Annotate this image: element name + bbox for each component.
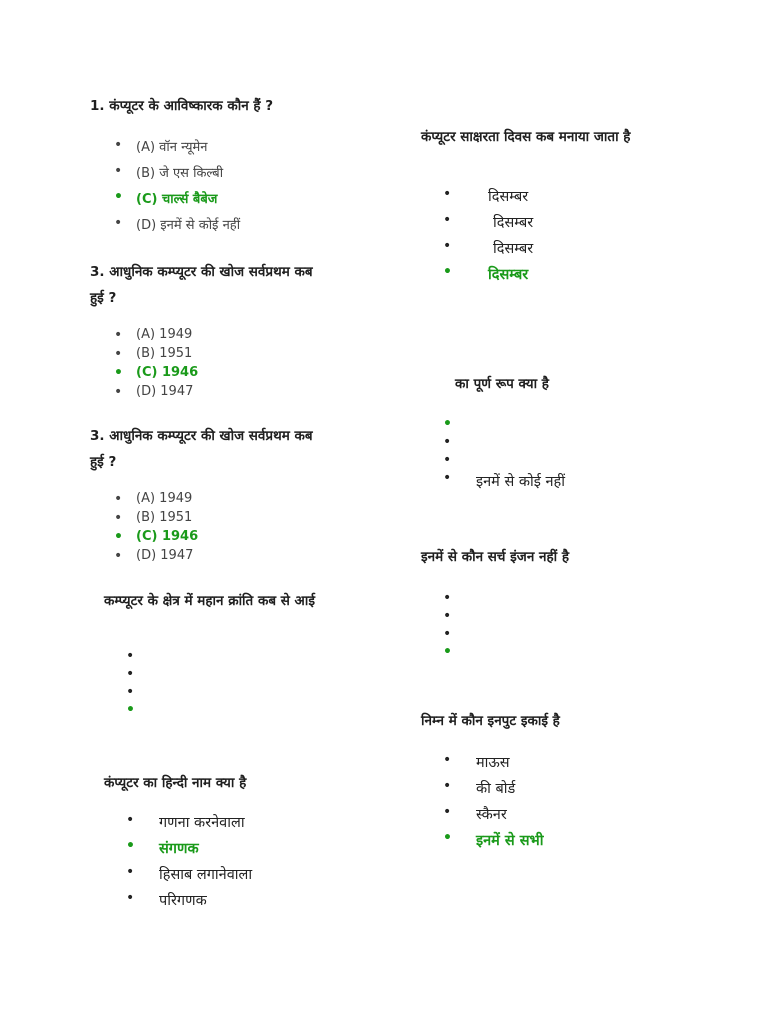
options-list — [443, 752, 721, 856]
option-a[interactable] — [126, 648, 394, 666]
question-title-line2: हुई ? — [90, 290, 117, 306]
bullet-icon: • — [443, 804, 452, 820]
option-b[interactable] — [126, 666, 394, 684]
bullet-icon: • — [443, 452, 452, 468]
bullet-icon: • — [126, 702, 135, 718]
bullet-icon: • — [114, 529, 123, 545]
question-title: कंप्यूटर का हिन्दी नाम क्या है — [104, 775, 247, 791]
bullet-icon: • — [114, 215, 123, 231]
options-list — [114, 327, 380, 403]
options-list — [443, 186, 721, 290]
question-title-line1: 3. आधुनिक कम्प्यूटर की खोज सर्वप्रथम कब — [90, 428, 313, 444]
bullet-icon: • — [443, 238, 452, 254]
option-d-correct[interactable] — [126, 702, 394, 720]
bullet-icon: • — [114, 189, 123, 205]
bullet-icon: • — [114, 548, 123, 564]
question-title: निम्न में कौन इनपुट इकाई है — [421, 713, 560, 729]
option-c[interactable] — [443, 626, 721, 644]
bullet-icon: • — [443, 608, 452, 624]
option-a[interactable]: • माऊस — [443, 752, 510, 771]
bullet-icon: • — [114, 384, 123, 400]
question-search-engine — [421, 544, 721, 662]
question-title: इनमें से कौन सर्च इंजन नहीं है — [421, 549, 570, 565]
option-a[interactable]: • (A) वॉन न्यूमेन — [114, 137, 208, 155]
option-a[interactable]: • गणना करनेवाला — [126, 812, 245, 831]
bullet-icon: • — [443, 264, 452, 280]
question-title: कम्प्यूटर के क्षेत्र में महान क्रांति कब से आई — [104, 593, 315, 609]
bullet-icon: • — [443, 778, 452, 794]
bullet-icon: • — [443, 470, 452, 486]
bullet-icon: • — [126, 666, 135, 682]
bullet-icon: • — [126, 864, 135, 880]
bullet-icon: • — [126, 648, 135, 664]
bullet-icon: • — [443, 626, 452, 642]
bullet-icon: • — [443, 186, 452, 202]
option-b[interactable]: • (B) जे एस किल्बी — [114, 163, 224, 181]
options-list — [126, 648, 394, 720]
option-b-correct[interactable]: • संगणक — [126, 838, 199, 857]
question-title: 1. कंप्यूटर के आविष्कारक कौन हैं ? — [90, 98, 274, 114]
question-first-modern-computer — [90, 259, 380, 403]
question-full-form — [455, 371, 735, 397]
bullet-icon: • — [443, 644, 452, 660]
option-b[interactable]: • (B) 1951 — [114, 346, 193, 362]
question-title-line2: हुई ? — [90, 454, 117, 470]
option-d[interactable]: • (D) इनमें से कोई नहीं — [114, 215, 241, 233]
options-list — [126, 812, 394, 916]
bullet-icon: • — [114, 346, 123, 362]
option-c-correct[interactable]: • (C) 1946 — [114, 365, 199, 381]
question-great-revolution — [104, 588, 394, 720]
option-c-correct[interactable]: • (C) 1946 — [114, 529, 199, 545]
option-d[interactable]: • (D) 1947 — [114, 384, 194, 400]
bullet-icon: • — [114, 137, 123, 153]
bullet-icon: • — [126, 838, 135, 854]
option-d-correct[interactable] — [443, 644, 721, 662]
option-c-correct[interactable]: • (C) चार्ल्स बैबेज — [114, 189, 218, 207]
option-c[interactable] — [126, 684, 394, 702]
bullet-icon: • — [443, 590, 452, 606]
option-c[interactable]: • दिसम्बर — [443, 238, 534, 257]
question-title-line1: 3. आधुनिक कम्प्यूटर की खोज सर्वप्रथम कब — [90, 264, 313, 280]
quiz-page: 1. कंप्यूटर के आविष्कारक कौन हैं ? • (A) वॉन न्यूमेन • (B) जे एस किल्बी • (C) चार्ल्स बैबेज • (D) इनमें से कोई नहीं 3. आधुनिक कम्प्यूटर की खोज सर्वप्रथम कब हुई ? • (A) 1949 • (B) 1951 • (C) 1946 • (D) 1947 3. आधुनिक कम्प्यूटर की खोज सर्वप्रथम कब हुई ? • (A) 1949 • (B) 1951 • (C) 1946 • (D) 1947 कम्प्यूटर के क्षेत्र में महान क्रांति कब से आई • • • • कंप्यूटर का हिन्दी नाम क्या है • गणना करनेवाला • संगणक • हिसाब लगानेवाला • परिगणक कंप्यूटर साक्षरता दिवस कब मनाया जाता है • दिसम्बर • दिसम्बर • दिसम्बर • दिसम्बर का पूर्ण रूप क्या है • • • • इनमें से कोई नहीं इनमें से कौन सर्च इंजन नहीं है • • • • निम्न में कौन इनपुट इकाई है • माऊस • की बोर्ड • स्कैनर • इनमें से सभी — [0, 0, 768, 1024]
bullet-icon: • — [114, 163, 123, 179]
option-a[interactable]: • (A) 1949 — [114, 327, 193, 343]
question-first-modern-computer-repeat — [90, 423, 380, 567]
option-d-correct[interactable]: • इनमें से सभी — [443, 830, 544, 849]
option-c[interactable]: • स्कैनर — [443, 804, 507, 823]
bullet-icon: • — [443, 830, 452, 846]
options-list — [114, 137, 390, 241]
bullet-icon: • — [114, 491, 123, 507]
bullet-icon: • — [114, 510, 123, 526]
option-b[interactable] — [443, 608, 721, 626]
bullet-icon: • — [126, 812, 135, 828]
question-inventor — [90, 93, 390, 241]
bullet-icon: • — [114, 327, 123, 343]
bullet-icon: • — [443, 434, 452, 450]
options-list — [114, 491, 380, 567]
bullet-icon: • — [443, 416, 452, 432]
option-d-correct[interactable]: • दिसम्बर — [443, 264, 529, 283]
question-input-unit — [421, 708, 721, 856]
option-b[interactable]: • की बोर्ड — [443, 778, 516, 797]
option-d[interactable]: • परिगणक — [126, 890, 207, 909]
bullet-icon: • — [443, 212, 452, 228]
question-title: का पूर्ण रूप क्या है — [455, 376, 549, 392]
question-title: कंप्यूटर साक्षरता दिवस कब मनाया जाता है — [421, 129, 631, 145]
option-a[interactable]: • (A) 1949 — [114, 491, 193, 507]
option-b[interactable]: • दिसम्बर — [443, 212, 534, 231]
bullet-icon: • — [126, 684, 135, 700]
bullet-icon: • — [443, 752, 452, 768]
question-literacy-day — [421, 124, 721, 290]
option-b[interactable]: • (B) 1951 — [114, 510, 193, 526]
bullet-icon: • — [126, 890, 135, 906]
option-a[interactable] — [443, 590, 721, 608]
option-a[interactable]: • दिसम्बर — [443, 186, 529, 205]
question-hindi-name — [104, 770, 394, 916]
options-list — [443, 590, 721, 662]
option-d[interactable]: • (D) 1947 — [114, 548, 194, 564]
option-c[interactable]: • हिसाब लगानेवाला — [126, 864, 253, 883]
bullet-icon: • — [114, 365, 123, 381]
